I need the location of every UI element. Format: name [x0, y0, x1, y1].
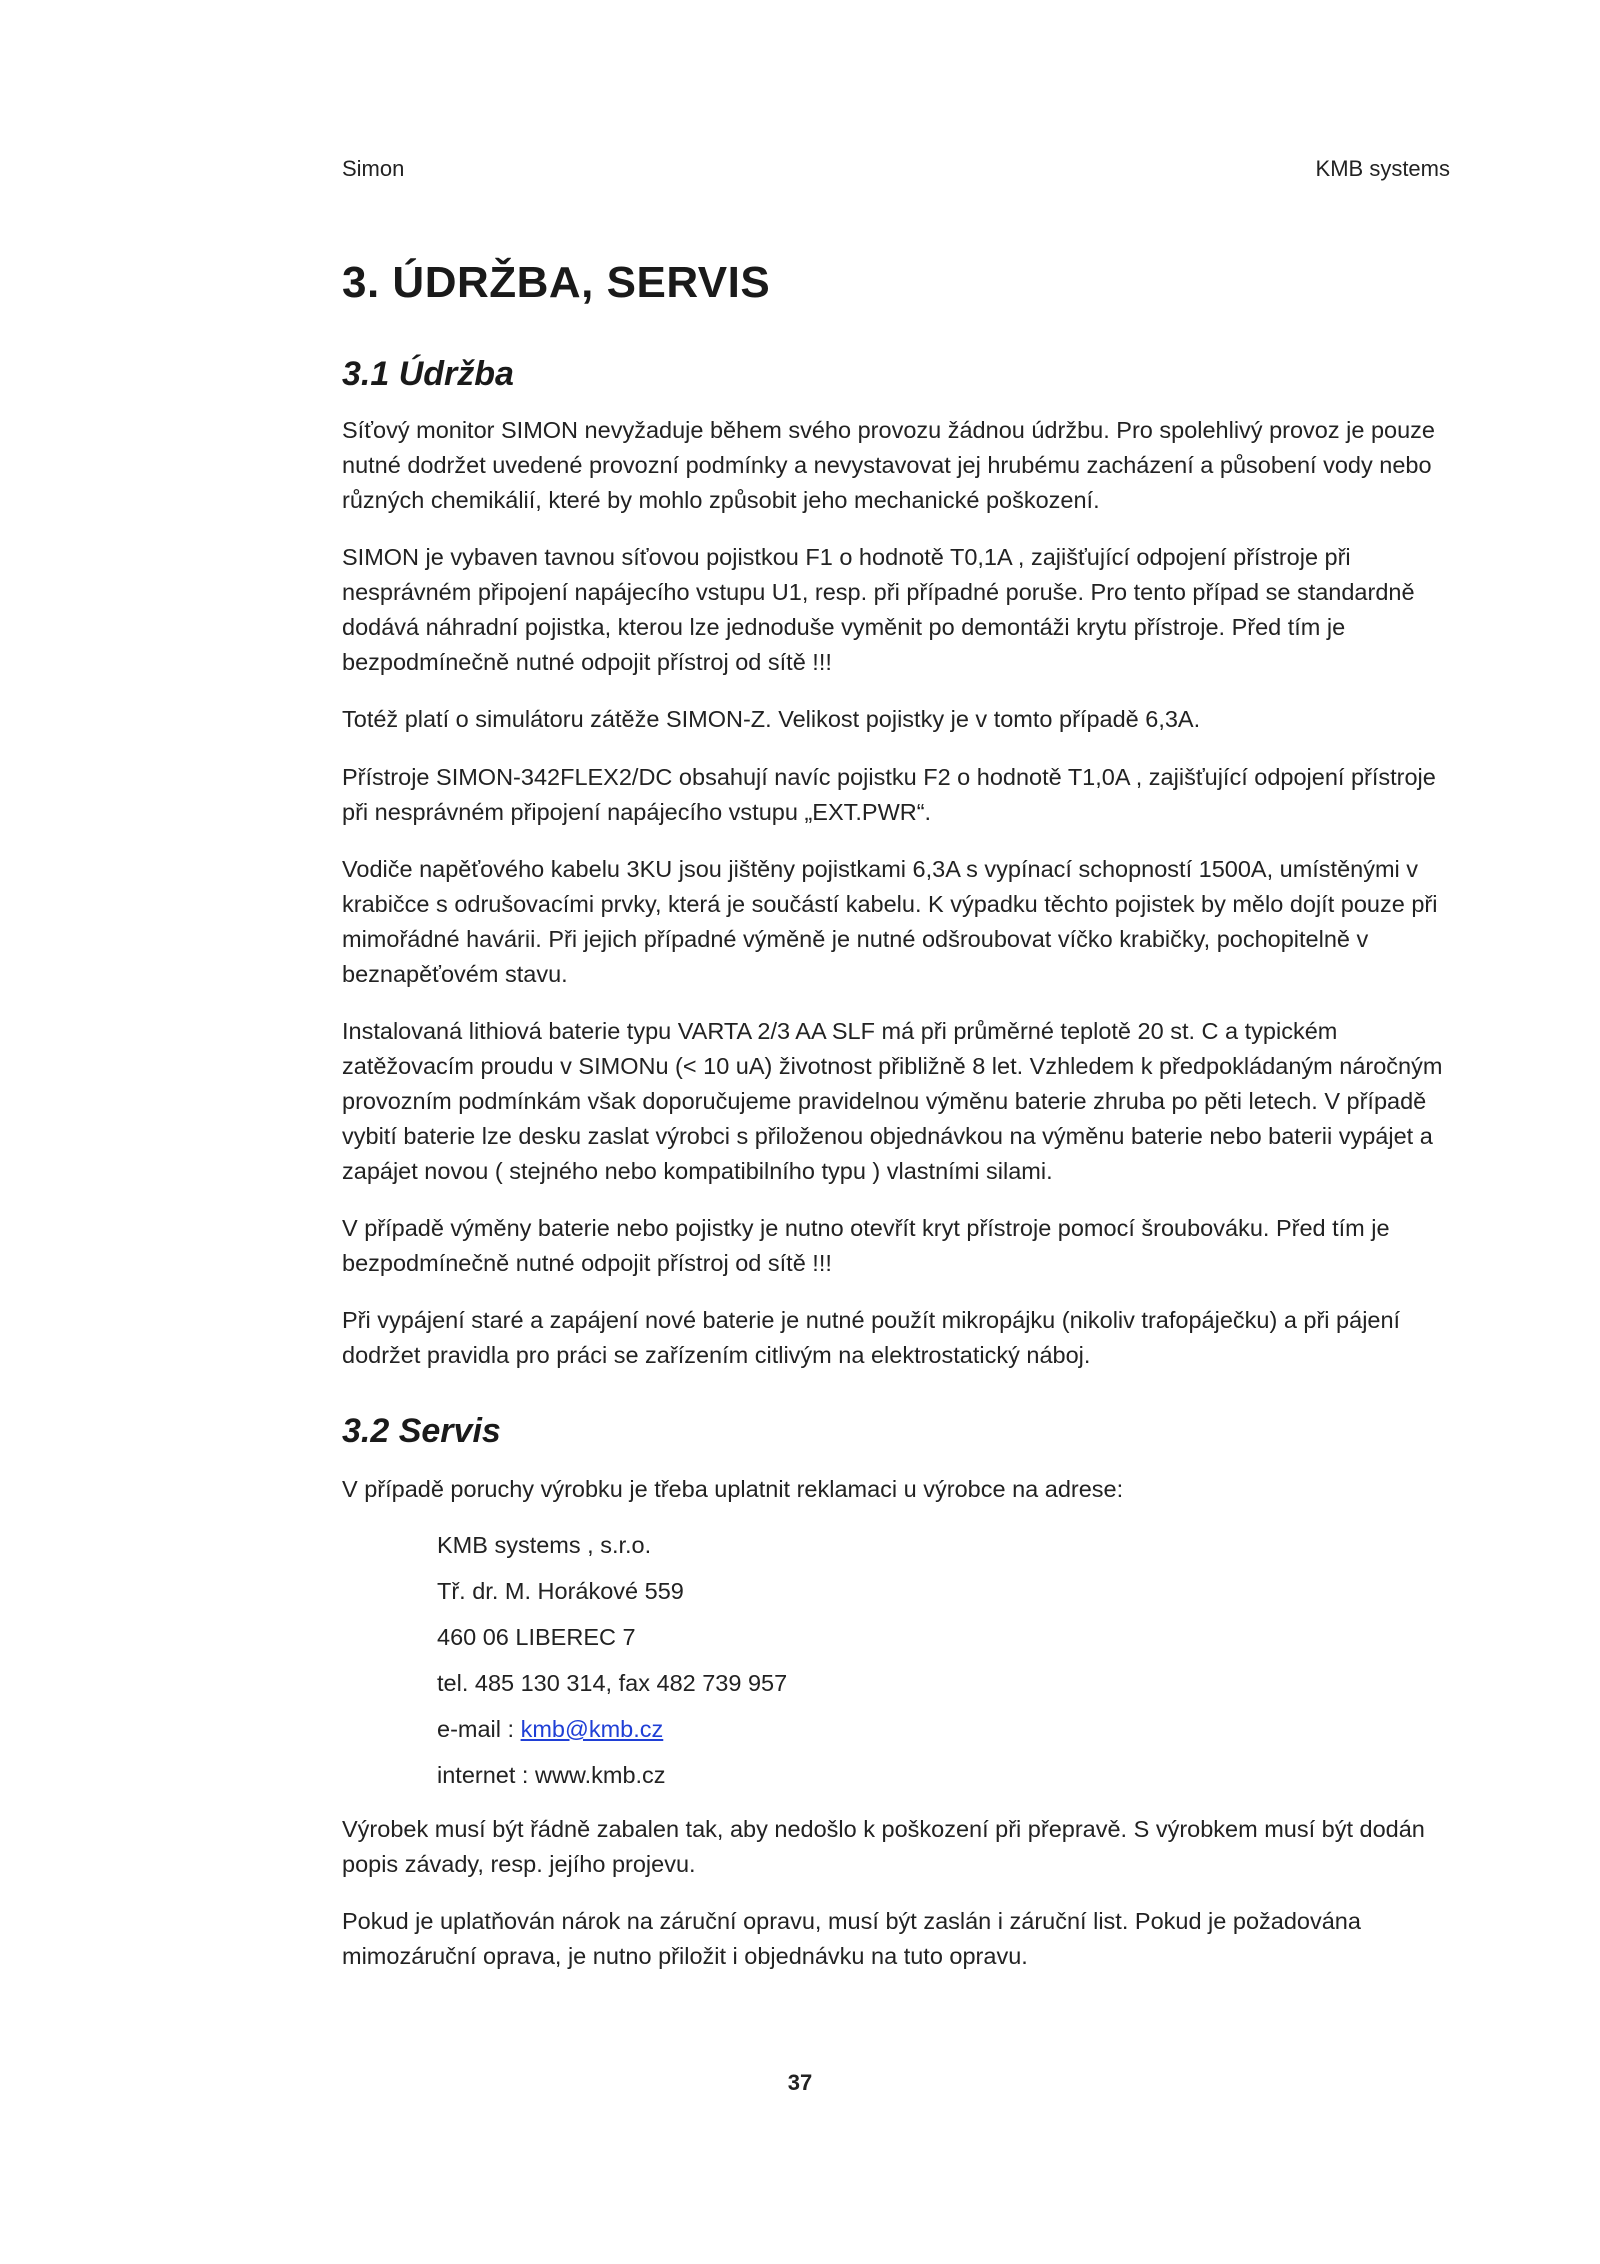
section-title-service: 3.2 Servis [342, 1412, 501, 1450]
address-city: 460 06 LIBEREC 7 [437, 1624, 636, 1650]
page-number: 37 [787, 2070, 813, 2095]
email-link[interactable]: kmb@kmb.cz [520, 1716, 664, 1742]
paragraph-service-warranty: Pokud je uplatňován nárok na záruční opravu, musí být zaslán i záruční list. Pokud je požadována mimozáruční oprava, je nutno přiložit i objednávku na tuto opravu. [342, 1908, 1361, 1969]
paragraph-service-intro: V případě poruchy výrobku je třeba uplatnit reklamaci u výrobce na adrese: [342, 1476, 1124, 1502]
paragraph-maintenance-2: SIMON je vybaven tavnou síťovou pojistkou F1 o hodnotě T0,1A , zajišťující odpojení přístroje při nesprávném připojení napájecího vstupu U1, resp. při případné poruše. Pro tento případ se standardně dodává náhradní pojistka, kterou lze jednoduše vyměnit po demontáži krytu přístroje. Před tím je bezpodmínečně nutné odpojit přístroj od sítě !!! [342, 544, 1415, 675]
paragraph-maintenance-8: Při vypájení staré a zapájení nové baterie je nutné použít mikropájku (nikoliv trafopáječku) a při pájení dodržet pravidla pro práci se zařízením citlivým na elektrostatický náboj. [342, 1307, 1401, 1368]
section-title-maintenance: 3.1 Údržba [342, 355, 514, 393]
address-email-line [437, 1706, 787, 1752]
address-web: internet : www.kmb.cz [437, 1762, 666, 1788]
running-header [342, 156, 1450, 182]
paragraph-maintenance-3: Totéž platí o simulátoru zátěže SIMON-Z. Velikost pojistky je v tomto případě 6,3A. [342, 706, 1201, 732]
paragraph-service-packaging: Výrobek musí být řádně zabalen tak, aby nedošlo k poškození při přepravě. S výrobkem musí být dodán popis závady, resp. jejího projevu. [342, 1816, 1425, 1877]
header-left: Simon [342, 156, 405, 181]
address-email-label: e-mail : [437, 1716, 521, 1742]
address-company: KMB systems , s.r.o. [437, 1532, 652, 1558]
chapter-title: 3. ÚDRŽBA, SERVIS [342, 258, 771, 307]
paragraph-maintenance-1: Síťový monitor SIMON nevyžaduje během svého provozu žádnou údržbu. Pro spolehlivý provoz je pouze nutné dodržet uvedené provozní podmínky a nevystavovat jej hrubému zacházení a působení vody nebo různých chemikálií, které by mohlo způsobit jeho mechanické poškození. [342, 417, 1436, 513]
paragraph-maintenance-5: Vodiče napěťového kabelu 3KU jsou jištěny pojistkami 6,3A s vypínací schopností 1500A, umístěnými v krabičce s odrušovacími prvky, která je součástí kabelu. K výpadku těchto pojistek by mělo dojít pouze při mimořádné havárii. Při jejich případné výměně je nutné odšroubovat víčko krabičky, pochopitelně v beznapěťovém stavu. [342, 856, 1438, 987]
header-right: KMB systems [1315, 156, 1450, 181]
paragraph-maintenance-7: V případě výměny baterie nebo pojistky je nutno otevřít kryt přístroje pomocí šroubováku. Před tím je bezpodmínečně nutné odpojit přístroj od sítě !!! [342, 1215, 1390, 1276]
address-phone: tel. 485 130 314, fax 482 739 957 [437, 1670, 788, 1696]
paragraph-maintenance-4: Přístroje SIMON-342FLEX2/DC obsahují navíc pojistku F2 o hodnotě T1,0A , zajišťující odpojení přístroje při nesprávném připojení napájecího vstupu „EXT.PWR“. [342, 764, 1436, 825]
address-street: Tř. dr. M. Horákové 559 [437, 1578, 684, 1604]
paragraph-maintenance-6: Instalovaná lithiová baterie typu VARTA 2/3 AA SLF má při průměrné teplotě 20 st. C a typickém zatěžovacím proudu v SIMONu (< 10 uA) životnost přibližně 8 let. Vzhledem k předpokládaným náročným provozním podmínkám však doporučujeme pravidelnou výměnu baterie zhruba po pěti letech. V případě vybití baterie lze desku zaslat výrobci s přiloženou objednávkou na výměnu baterie nebo baterii vypájet a zapájet novou ( stejného nebo kompatibilního typu ) vlastními silami. [342, 1018, 1443, 1184]
service-address-block [437, 1522, 787, 1798]
